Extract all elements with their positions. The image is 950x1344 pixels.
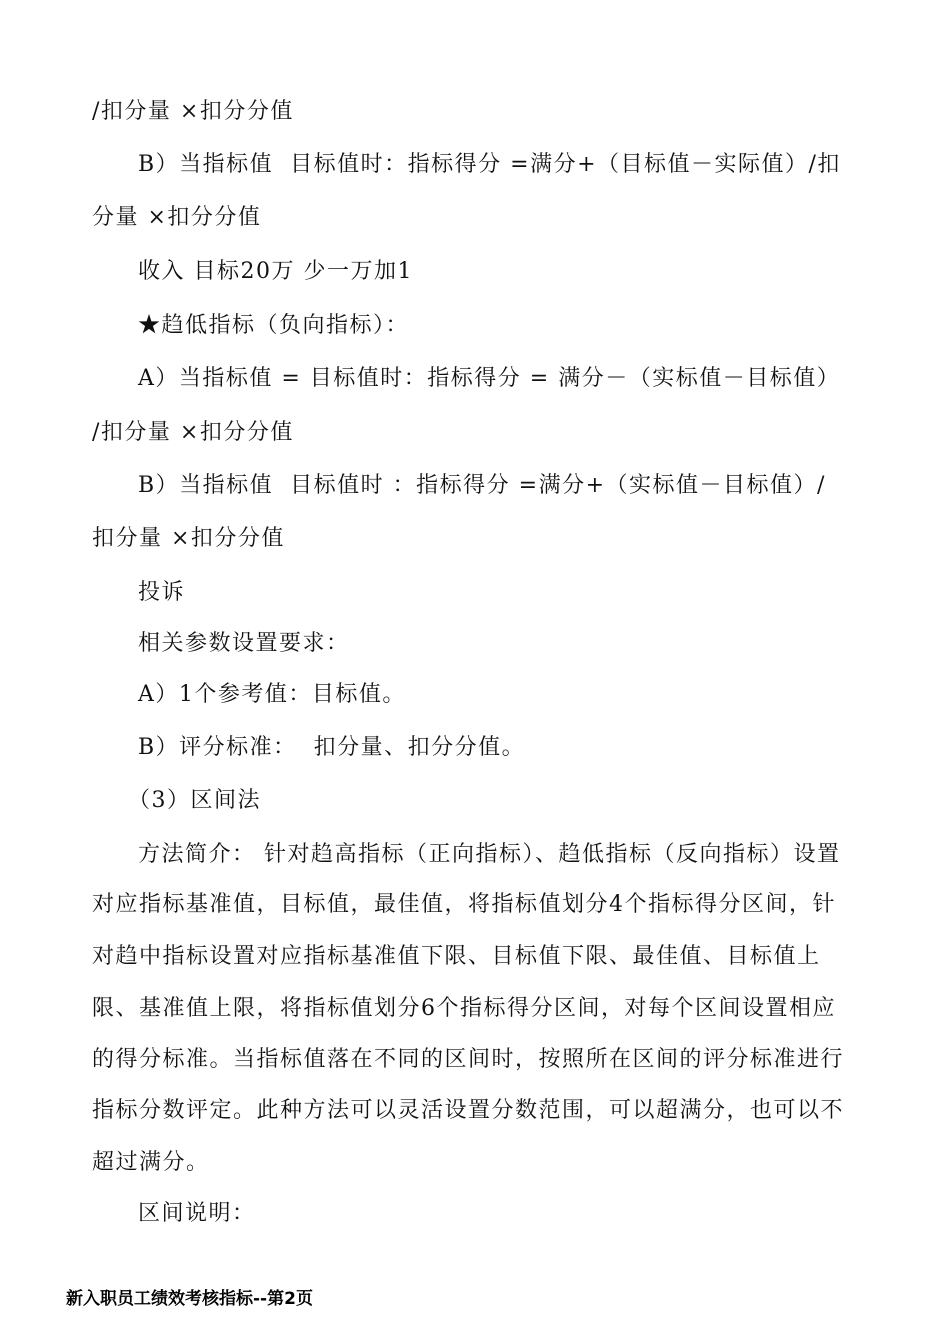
text-line-15: 方法简介： 针对趋高指标（正向指标）、趋低指标（反向指标）设置 — [138, 842, 841, 867]
text-line-20: 指标分数评定。此种方法可以灵活设置分数范围，可以超满分，也可以不 — [92, 1098, 845, 1123]
text-line-4: 收入 目标20万 少一万加1 — [138, 259, 413, 284]
text-line-12: A）1个参考值：目标值。 — [138, 682, 406, 707]
page-footer: 新入职员工绩效考核指标--第2页 — [66, 1289, 313, 1309]
text-line-16: 对应指标基准值，目标值，最佳值，将指标值划分4个指标得分区间，针 — [92, 892, 836, 917]
text-line-19: 的得分标准。当指标值落在不同的区间时，按照所在区间的评分标准进行 — [92, 1047, 845, 1072]
text-line-18: 限、基准值上限，将指标值划分6个指标得分区间，对每个区间设置相应 — [92, 996, 836, 1021]
text-line-10: 投诉 — [138, 580, 186, 605]
text-line-6: A）当指标值 = 目标值时：指标得分 = 满分－（实标值－目标值） — [138, 366, 841, 391]
text-line-9: 扣分量 ×扣分分值 — [92, 526, 285, 551]
text-line-11: 相关参数设置要求： — [138, 631, 350, 656]
text-line-22: 区间说明： — [138, 1201, 256, 1226]
text-line-1: /扣分量 ×扣分分值 — [92, 99, 294, 124]
text-line-17: 对趋中指标设置对应指标基准值下限、目标值下限、最佳值、目标值上 — [92, 944, 821, 969]
text-line-2: B）当指标值 目标值时：指标得分 =满分+（目标值－实际值）/扣 — [138, 152, 841, 177]
text-line-7: /扣分量 ×扣分分值 — [92, 420, 294, 445]
text-line-21: 超过满分。 — [92, 1150, 210, 1175]
text-line-3: 分量 ×扣分分值 — [92, 205, 262, 230]
section-heading: （3）区间法 — [128, 788, 261, 813]
text-line-8: B）当指标值 目标值时 ：指标得分 =满分+（实标值－目标值）/ — [138, 473, 826, 498]
text-line-5: ★趋低指标（负向指标）： — [138, 313, 410, 338]
text-line-13: B）评分标准： 扣分量、扣分分值。 — [138, 735, 526, 760]
